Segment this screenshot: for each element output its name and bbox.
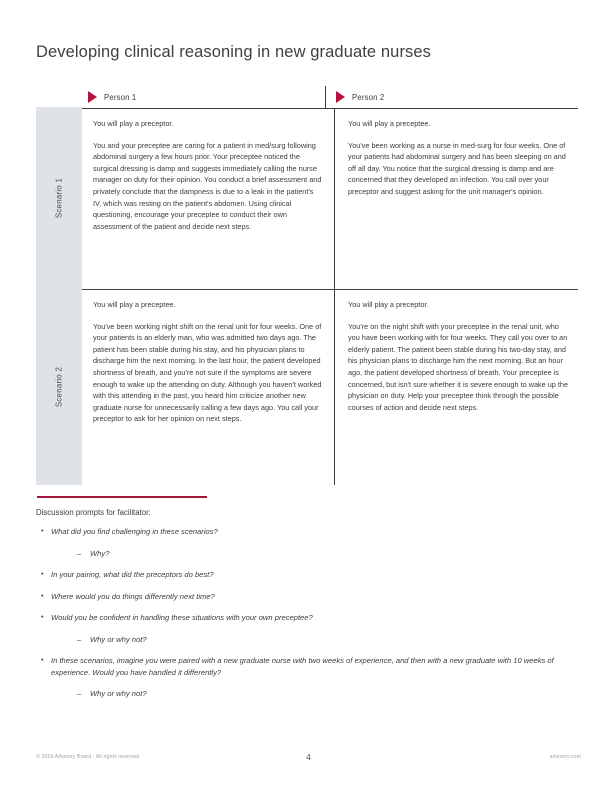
- scenario-1-person-2-cell: [335, 109, 578, 289]
- scenario-1-person-2-role: You will play a preceptee.: [348, 119, 431, 128]
- discussion-prompts-section: [36, 508, 581, 710]
- persona-header-row: [36, 86, 578, 108]
- persona-header-person-1: [88, 86, 136, 108]
- footer-website: advisory.com: [549, 754, 581, 760]
- header-column-divider: [325, 86, 326, 108]
- footer-copyright: © 2019 Advisory Board · All rights reserved: [36, 754, 140, 760]
- scenario-2-person-2-role: You will play a preceptor.: [348, 300, 429, 309]
- scenario-1-person-2-body: You've been working as a nurse in med-surg for four weeks. One of your patients had abdominal surgery and has been sleeping on and off all day. You notice that the surgical dressing is damp and are concerned that they developed an infection. You call over your preceptor and suggest asking for the unit manager's opinion.: [348, 140, 566, 196]
- discussion-prompt-text: Why or why not?: [90, 634, 147, 644]
- dash-icon: –: [77, 634, 82, 644]
- scenario-2-person-1-body: You've been working night shift on the renal unit for four weeks. One of your patients is an elderly man, who was admitted two days ago. The patient has been stable during his stay, and his physician plans to discharge him the next morning. In the last hour, the patient developed shortness of breath, and you're not sure if the symptoms are severe enough to wake up the attending on duty. Although you haven't worked with this attending in the past, you heard him criticize another new graduate nurse for unnecessarily calling a few days ago. You call your preceptor to ask for her opinion on next steps.: [93, 321, 322, 424]
- table-row: [36, 289, 578, 485]
- discussion-prompt-item: [36, 569, 581, 581]
- scenario-1-person-1-body: You and your preceptee are caring for a patient in med/surg following abdominal surgery a few hours prior. Your preceptee noticed the surgical dressing is damp and suggests immediately calling the nurse manager on duty for their opinion. You conduct a brief assessment and privately conclude that the dampness is due to a leak in the patient's IV, which was resting on the patient's abdomen. Using clinical questioning, encourage your preceptee to conduct their own assessment of the patient and decide next steps.: [93, 140, 322, 231]
- discussion-prompt-text: In your pairing, what did the preceptors do best?: [51, 570, 214, 579]
- discussion-prompt-item: [36, 526, 581, 538]
- discussion-prompt-item: [36, 655, 581, 678]
- scenario-2-person-2-body: You're on the night shift with your preceptee in the renal unit, who you have been working with for four weeks. They call you over to an elderly patient. The patient been stable during his two-day stay, and his physician plans to discharge him the next morning. But an hour ago, the patient developed shortness of breath. Your preceptee is concerned, but isn't sure whether it is severe enough to wake up the physician on duty. Help your preceptee think through the possible courses of action and decide next steps.: [348, 321, 569, 412]
- scenario-table: [36, 108, 578, 485]
- discussion-prompt-item: [36, 591, 581, 603]
- discussion-prompt-item: [36, 688, 581, 700]
- footer-page-number: 4: [306, 753, 311, 762]
- scenario-tab-label-2: Scenario 2: [54, 366, 64, 407]
- page-title: Developing clinical reasoning in new graduate nurses: [36, 43, 432, 61]
- scenario-1-person-1-role: You will play a preceptor.: [93, 119, 174, 128]
- bullet-icon: •: [41, 614, 44, 621]
- discussion-prompt-text: Why or why not?: [90, 689, 147, 698]
- discussion-prompt-item: [36, 548, 581, 560]
- dash-icon: –: [77, 548, 82, 558]
- bullet-icon: •: [41, 571, 44, 578]
- discussion-prompt-item: [36, 612, 581, 624]
- discussion-prompt-text: Would you be confident in handling these situations with your own preceptee?: [51, 613, 313, 622]
- scenario-2-person-1-cell: [82, 290, 335, 485]
- discussion-prompts-title: Discussion prompts for facilitator:: [36, 508, 151, 517]
- persona-header-person-2: [336, 86, 384, 108]
- page-footer: [36, 753, 581, 767]
- discussion-prompt-text: Why?: [90, 548, 110, 558]
- bullet-icon: •: [41, 528, 44, 535]
- table-row: [36, 108, 578, 289]
- discussion-prompt-text: In these scenarios, imagine you were paired with a new graduate nurse with two weeks of experience, and then with a new graduate with 10 weeks of experience. Would you have handled it differently?: [51, 656, 554, 677]
- persona-label-person-1: Person 1: [104, 92, 137, 102]
- scenario-1-person-1-cell: [82, 109, 335, 289]
- discussion-prompt-item: [36, 634, 581, 646]
- dash-icon: –: [77, 689, 82, 698]
- scenario-2-person-1-role: You will play a preceptee.: [93, 300, 176, 309]
- discussion-prompt-text: Where would you do things differently next time?: [51, 591, 215, 601]
- scenario-tab-label-1: Scenario 1: [54, 178, 64, 219]
- scenario-2-person-2-cell: [335, 290, 578, 485]
- discussion-prompt-text: What did you find challenging in these scenarios?: [51, 527, 218, 536]
- bullet-icon: •: [41, 657, 44, 664]
- section-divider-rule: [37, 496, 207, 498]
- persona-label-person-2: Person 2: [352, 92, 385, 102]
- scenario-row-cells-2: [82, 290, 578, 485]
- bullet-icon: •: [41, 592, 44, 600]
- triangle-right-icon: [336, 91, 345, 103]
- triangle-right-icon: [88, 91, 97, 103]
- scenario-row-cells-1: [82, 109, 578, 289]
- scenario-tab-2: [36, 288, 82, 485]
- scenario-tab-1: [36, 107, 82, 289]
